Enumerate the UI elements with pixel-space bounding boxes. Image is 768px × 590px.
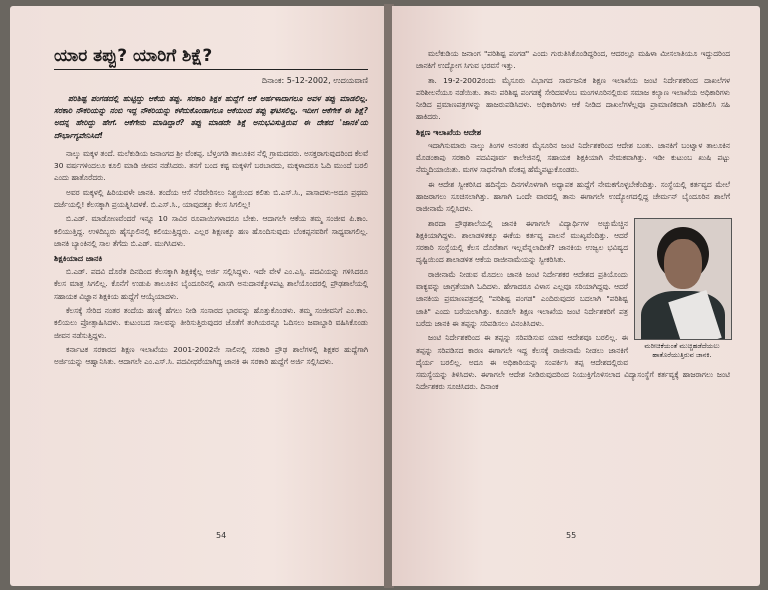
left-page: [10, 6, 386, 586]
paragraph: ಬಿ.ಎಡ್. ಪದವಿ ದೊರೆತ ದಿನದಿಂದ ಕೆಲಸಕ್ಕಾಗಿ ಶಿಕ್ಷಕಿಕ್ಕೆಲ್ಲ ಅರ್ಜಿ ಸಲ್ಲಿಸಿದ್ದಳು. ಇದೇ ವೇಳೆ ಎಂ.ಎಸ್ಸಿ. ಪದವಿಯನ್ನು ಗಳಿಸಿದರೂ ಕೆಲಸ ಮಾತ್ರ ಸಿಗಲಿಲ್ಲ. ಕೊನೆಗೆ ಉಡುಪಿ ತಾಲೂಕಿನ ಬೈಂದೂರಿನಲ್ಲಿ ಖಾಸಗಿ ಅನುದಾನಕ್ಕೊಳಪಟ್ಟ ಶಾಲೆಯೊಂದರಲ್ಲಿ ಪ್ರೌಢಶಾಲೆಯಲ್ಲಿ ಸಹಾಯಕ ವಿಜ್ಞಾನ ಶಿಕ್ಷಕಿಯ ಹುದ್ದೆಗೆ ಆಯ್ಕೆಯಾದಳು.: [54, 267, 368, 301]
paragraph: ಬಿ.ಎಡ್. ಮಾಡೋಣವೆಂದರೆ ಇನ್ನೂ 10 ಸಾವಿರ ರೂಪಾಯಿಗಳಾದರೂ ಬೇಕು. ಆದಾಗಲೇ ಆಕೆಯ ತಮ್ಮ ಸಂಜೀವ ಪಿ.ಕಾಂ. ಕಲಿಯುತ್ತಿದ್ದ. ಉಳಿದಿಬ್ಬರು ಹೈಸ್ಕೂಲಿನಲ್ಲಿ ಕಲಿಯುತ್ತಿದ್ದರು. ಎಲ್ಲರ ಶಿಕ್ಷಣಕ್ಕೂ ಹಣ ಹೊಂದಿಸುವುದು ಬೆಂಕಪ್ಪನವರಿಗೆ ಸಾಧ್ಯವಾಗಲಿಲ್ಲ. ಜಾನಕಿ ಬ್ಯಾಂಕಿನಲ್ಲಿ ಸಾಲ ತೆಗೆದು ಬಿ.ಎಡ್. ಮುಗಿಸಿದಳು.: [54, 214, 368, 248]
section-heading: ಶಿಕ್ಷಕಿಯಾದ ಜಾನಕಿ: [54, 254, 103, 264]
intro-paragraph: ಪರಿಶಿಷ್ಟ ಪಂಗಡದಲ್ಲಿ ಹುಟ್ಟಿದ್ದು ಆಕೆಯ ತಪ್ಪು. ಸರಕಾರಿ ಶಿಕ್ಷಕ ಹುದ್ದೆಗೆ ಆಕೆ ಅರ್ಹಳಾದಾಗಲೂ ಅವಳ ತಪ್ಪು ಮಾಡಲಿಲ್ಲ. ಸರಕಾರಿ ನೌಕರಿಯನ್ನು ನಂಬಿ ಇದ್ದ ನೌಕರಿಯನ್ನು ಕಳೆದುಕೊಂಡಾಗಲೂ ಆಕೆಯಿಂದ ತಪ್ಪು ಘಟಿಸಲಿಲ್ಲ. ಇದೀಗ ಆಕೆಗೇಕೆ ಈ ಶಿಕ್ಷೆ? ಅದನ್ನ ಹೇರಿದ್ದು ಹೇಗೆ. ಆಕೆಗೇನು ಮಾಡಿದ್ದಾರೆ? ತಪ್ಪು ಮಾಡದೇ ಶಿಕ್ಷೆ ಅನುಭವಿಸುತ್ತಿರುವ ಈ ದೇಶದ 'ಜಾನಕಿ'ಯ ದೌರ್ಭಾಗ್ಯವೇನಿಸಿದೆ!: [54, 94, 368, 140]
section-heading: ಶಿಕ್ಷಣ ಇಲಾಖೆಯ ಆದೇಶ: [416, 127, 482, 137]
paragraph: ಶಾರದಾ ಪ್ರೌಢಶಾಲೆಯಲ್ಲಿ ಜಾನಕಿ ಈಗಾಗಲೇ ವಿದ್ಯಾರ್ಥಿಗಳ ಅಚ್ಚುಮೆಚ್ಚಿನ ಶಿಕ್ಷಕಿಯಾಗಿದ್ದಳು. ಶಾಲಾಡಳಿತಕ್ಕೂ ಈಕೆಯ ಕರ್ತವ್ಯ ಪಾಲನೆ ಮುಖ್ಯವೆಂದಿತ್ತು. ಆದರೆ ಸರಕಾರಿ ಸಂಸ್ಥೆಯಲ್ಲಿ ಕೆಲಸ ದೊರೆತಾಗ ಇಲ್ಲವೆನ್ನಲಾದೀತೆ? ಜಾನಕಿಯ ಉಜ್ವಲ ಭವಿಷ್ಯದ ದೃಷ್ಟಿಯಿಂದ ಶಾಲಾಡಳಿತ ಆಕೆಯ ರಾಜೀನಾಮೆಯನ್ನು ಸ್ವೀಕರಿಸಿತು.: [416, 218, 628, 265]
left-page-content: [54, 46, 368, 371]
page-number: 54: [216, 531, 227, 540]
title-underline: [54, 69, 368, 70]
paragraph: ತಾ. 19-2-2002ರಂದು ಮೈಸೂರು ವಿಭಾಗದ ಸಾರ್ವಜನಿಕ ಶಿಕ್ಷಣ ಇಲಾಖೆಯ ಜಂಟಿ ನಿರ್ದೇಶಕರಿಂದ ದಾಖಲೆಗಳ ಪರಿಶೀಲನೆಯೂ ನಡೆಯಿತು. ತಾನು ಪರಿಶಿಷ್ಟ ಪಂಗಡಕ್ಕೆ ಸೇರಿದವಳೆಂಬ ಮಂಗಳೂರಿನಲ್ಲಿರುವ ಸಮಾಜ ಕಲ್ಯಾಣ ಇಲಾಖೆಯ ಅಧಿಕಾರಿಗಳು ನೀಡಿದ ಪ್ರಮಾಣಪತ್ರಗಳನ್ನು ಹಾಜರುಪಡಿಸಿದಳು. ಅಧಿಕಾರಿಗಳು ಆಕೆ ನೀಡಿದ ದಾಖಲೆಗಳೆಲ್ಲವೂ ಪ್ರಾಮಾಣಿಕವಾಗಿ ಪರಿಶೀಲಿಸಿ ಸಹಿ ಹಾಕಿದರು.: [416, 75, 730, 122]
right-page-content: [416, 48, 730, 396]
date-line: ದಿನಾಂಕ: 5-12-2002, ಉದಯವಾಣಿ: [261, 76, 368, 85]
right-page: [392, 6, 760, 586]
paragraph: ಇದಾಗಿಸುಮಾರು ನಾಲ್ಕು ತಿಂಗಳ ಅನಂತರ ಮೈಸೂರಿನ ಜಂಟಿ ನಿರ್ದೇಶಕರಿಂದ ಆದೇಶ ಬಂತು. ಜಾನಕಿಗೆ ಬಂಟ್ವಾಳ ತಾಲೂಕಿನ ಮೊಡಂಕಾಪು ಸರಕಾರಿ ಪದವಿಪೂರ್ವ ಕಾಲೇಜಿನಲ್ಲಿ ಸಹಾಯಕ ಶಿಕ್ಷಕಿಯಾಗಿ ನೇಮಕವಾಗಿತ್ತು. ಇಡೀ ಕುಟುಂಬ ಖುಷಿ ಪಟ್ಟು ನೆಮ್ಮದಿಯಾಯಿತು. ಮಗಳ ಸಾಧನೆಗಾಗಿ ವೆಂಕಪ್ಪ ಹೆಮ್ಮೆಪಟ್ಟುಕೊಂಡರು.: [416, 140, 730, 175]
paragraph: ಕೆಲಸಕ್ಕೆ ಸೇರಿದ ನಂತರ ತಂದೆಯ ಹಣಕ್ಕೆ ಹೆಗಲು ನೀಡಿ ಸಂಸಾರದ ಭಾರವನ್ನು ಹೊತ್ತುಕೊಂಡಳು. ತಮ್ಮ ಸಂಜೀವನಿಗೆ ಎಂ.ಕಾಂ. ಕಲಿಯಲು ಪ್ರೋತ್ಸಾಹಿಸಿದಳು. ಕುಟುಂಬದ ಸಾಲವನ್ನು ತೀರಿಸುತ್ತಿರುವುದರ ಜೊತೆಗೆ ತಂಗಿಯರನ್ನೂ ಓದಿಸಲು ಜವಾಬ್ದಾರಿ ವಹಿಸಿಕೊಂಡು ಜೀವನ ನಡೆಸುತ್ತಿದ್ದಳು.: [54, 306, 368, 340]
paragraph: ಜಂಟಿ ನಿರ್ದೇಶಕರಿಂದ ಈ ತಪ್ಪನ್ನು ಸರಿಪಡಿಸುವ ಯಾವ ಆದೇಶವೂ ಬರಲಿಲ್ಲ. ಈ ತಪ್ಪನ್ನು ಸರಿಪಡಿಸದ ಕಾರಣ ಈಗಾಗಲೇ ಇದ್ದ ಕೆಲಸಕ್ಕೆ ರಾಜೀನಾಮೆ ನೀಡಲು ಜಾನಕಿಗೆ ದೈರ್ಯ ಬರಲಿಲ್ಲ. ಅದೂ ಈ ಅಧಿಕಾರಿಯನ್ನು ಸಂಪರ್ಕಿಸಿ ತಪ್ಪ ಆದೇಶದಲ್ಲಿರುವ ಸಮಸ್ಯೆಯನ್ನು ತಿಳಿಸಿದಳು. ಈಗಾಗಲೇ ಆದೇಶ ನೀಡಿರುವುದರಿಂದ ನಿಯುಕ್ತಿಗೊಳಿಸಲಾದ ವಿದ್ಯಾಸಂಸ್ಥೆಗೆ ಕರ್ತವ್ಯಕ್ಕೆ ಹಾಜರಾಗಲು ಜಂಟಿ ನಿರ್ದೇಶಕರು ಸೂಚಿಸಿದರು. ದಿನಾಂಕ: [416, 333, 730, 392]
paragraph: ಮಲೆಕುಡಿಯ ಜನಾಂಗ "ಪರಿಶಿಷ್ಟ ಪಂಗಡ" ಎಂದು ಗುರುತಿಸಿಕೊಂಡಿದ್ದರಿಂದ, ಆದರಲ್ಲೂ ಮಹಿಳಾ ಮೀಸಲಾತಿಯೂ ಇದ್ದುದರಿಂದ ಜಾನಕಿಗೆ ಉದ್ಯೋಗ ಸಿಗುವ ಭರವಸೆ ಇತ್ತು.: [416, 49, 730, 71]
paragraph: ರಾಜೀನಾಮೆ ನೀಡುವ ಮೊದಲು ಜಾನಕಿ ಜಂಟಿ ನಿರ್ದೇಶಕರ ಆದೇಶದ ಪ್ರತಿಯೊಂದು ವಾಕ್ಯವನ್ನು ಜಾಗ್ರತೆಯಾಗಿ ಓದಿದಳು. ಹೇಗಾದರೂ ವಿಳಾಸ ಎಲ್ಲವೂ ಸರಿಯಾಗಿದ್ದವು. ಆದರೆ ಜಾನಕಿಯ ಪ್ರಮಾಣಪತ್ರದಲ್ಲಿ "ಪರಿಶಿಷ್ಟ ಪಂಗಡ" ಎಂದಿರುವುದರ ಬದಲಾಗಿ "ಪರಿಶಿಷ್ಟ ಜಾತಿ" ಎಂದು ಬರೆಯಲಾಗಿತ್ತು. ಕೂಡಲೇ ಶಿಕ್ಷಣ ಇಲಾಖೆಯ ಜಂಟಿ ನಿರ್ದೇಶಕರಿಗೆ ಪತ್ರ ಬರೆದು ಜಾನಕಿ ಈ ತಪ್ಪನ್ನು ಸರಿಪಡಿಸಲು ವಿನಂತಿಸಿದಳು.: [416, 269, 628, 328]
portrait-photo: [634, 218, 730, 360]
portrait-image: [634, 218, 732, 340]
paragraph: ಅವರ ಮಕ್ಕಳಲ್ಲಿ ಹಿರಿಯವಳೇ ಜಾನಕಿ. ತಂದೆಯ ಆಸೆ ನೆರವೇರಿಸಲು ನಿಶ್ಚಯಿಂದ ಕಲಿತು ಬಿ.ಎಸ್.ಸಿ., ಪಾಸಾದಳು-ಅದೂ ಪ್ರಥಮ ದರ್ಜೆಯಲ್ಲಿ! ಕೆಲಸಕ್ಕಾಗಿ ಪ್ರಯತ್ನಿಸಿದಳಕೆ. ಬಿ.ಎಸ್.ಸಿ., ಯಾವುದಕ್ಕೂ ಕೆಲಸ ಸಿಗಲಿಲ್ಲ!: [54, 187, 368, 209]
paragraph: ಕರ್ನಾಟಕ ಸರಕಾರದ ಶಿಕ್ಷಣ ಇಲಾಖೆಯು 2001-2002ನೇ ಸಾಲಿನಲ್ಲಿ ಸರಕಾರಿ ಪ್ರೌಢ ಶಾಲೆಗಳಲ್ಲಿ ಶಿಕ್ಷಕರ ಹುದ್ದೆಗಾಗಿ ಅರ್ಜಿಯನ್ನು ಆಹ್ವಾನಿಸಿತು. ಆದಾಗಲೇ ಎಂ.ಎಸ್.ಸಿ. ಪದವೀಧರೆಯಾಗಿದ್ದ ಜಾನಕಿ ಈ ಸರಕಾರಿ ಹುದ್ದೆಗೆ ಅರ್ಜಿ ಸಲ್ಲಿಸಿದಳು.: [54, 344, 368, 367]
paragraph: ಈ ಆದೇಶ ಸ್ವೀಕರಿಸಿದ ಹದಿನೈದು ದಿನಗಳೊಳಗಾಗಿ ಅಧ್ಯಾಪಕ ಹುದ್ದೆಗೆ ನೇಮಕಗೊಳ್ಳಬೇಕೆಂದಿತ್ತು. ಸಂಸ್ಥೆಯಲ್ಲಿ ಕರ್ತವ್ಯದ ಮೇಲೆ ಹಾಜರಾಗಲು ಸೂಚಿಸಲಾಗಿತ್ತು. ಹಾಗಾಗಿ ಒಂದೇ ವಾರದಲ್ಲಿ ತಾನು ಈಗಾಗಲೇ ಉದ್ಯೋಗದಲ್ಲಿದ್ದ ಚೇರ್ಮನ್ ಬೈಂದೂರಿನ ಶಾಲೆಗೆ ರಾಜೀನಾಮೆ ಸಲ್ಲಿಸಿದಳು.: [416, 179, 730, 214]
article-title: ಯಾರ ತಪ್ಪು? ಯಾರಿಗೆ ಶಿಕ್ಷೆ?: [54, 46, 213, 66]
paragraph: ನಾಲ್ಕು ಮಕ್ಕಳ ತಂದೆ. ಮಲೆಕುಡಿಯ ಜನಾಂಗದ ಶ್ರೀ ವೆಂಕಪ್ಪ. ಬೆಳ್ತಂಗಡಿ ತಾಲೂಕಿನ ನೆಲ್ಲಿ ಗ್ರಾಮದವರು. ಅಸಕ್ತರಾಗುವುದರಿಂದ ಕೆಲವೆ 30 ವರ್ಷಗಳಿಂದಲೂ ಕೂಲಿ ಮಾಡಿ ಜೀವನ ನಡೆಸಿದರು. ತನಗೆ ಬಂದ ಕಷ್ಟ ಮಕ್ಕಳಿಗೆ ಬರಬಾರದು, ಮಕ್ಕಳಾದರೂ ಓದಿ ಮುಂದೆ ಬರಲಿ ಎಂದು ಹಾತೊರೆದರು.: [54, 148, 368, 183]
photo-caption: ಮರೀಚಿಕೆಯಂತೆ ಮುಚ್ಚಿಹಡೆದೆಯಲು ಹಾತೊರೆಯುತ್ತಿರುವ ಜಾನಕಿ.: [644, 341, 720, 359]
page-number: 55: [566, 531, 577, 540]
